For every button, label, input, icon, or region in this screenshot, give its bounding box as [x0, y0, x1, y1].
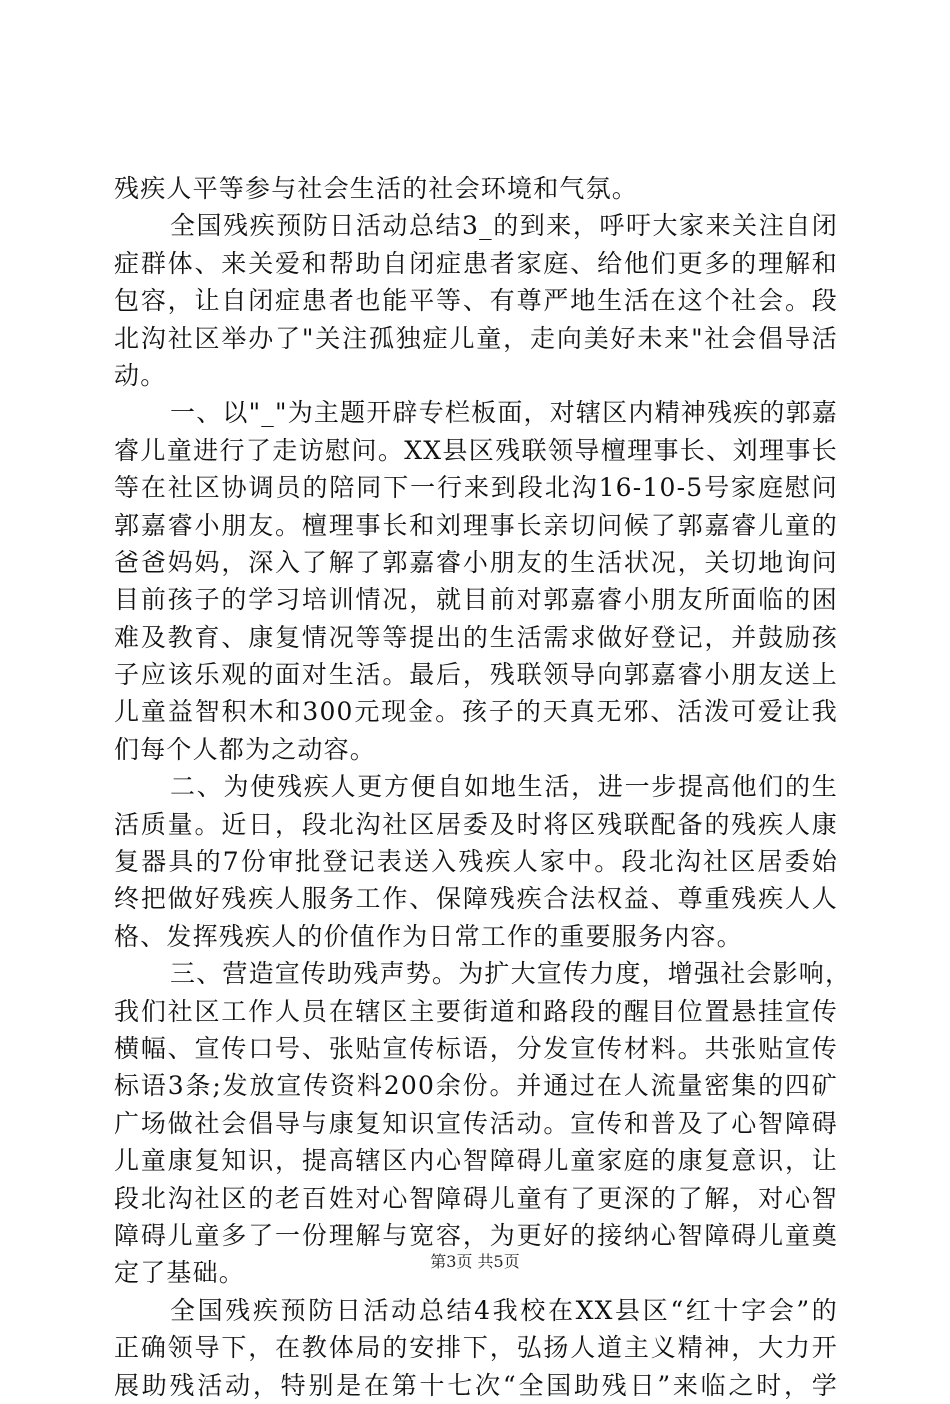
text-line: 包容，让自闭症患者也能平等、有尊严地生活在这个社会。段 — [114, 286, 838, 316]
text-line: 睿儿童进行了走访慰问。XX县区残联领导檀理事长、刘理事长 — [114, 435, 838, 465]
text-line: 正确领导下，在教体局的安排下，弘扬人道主义精神，大力开 — [114, 1333, 838, 1363]
text-line: 全国残疾预防日活动总结3_的到来，呼吁大家来关注自闭 — [170, 211, 838, 241]
text-line: 残疾人平等参与社会生活的社会环境和气氛。 — [114, 174, 639, 203]
text-line: 们每个人都为之动容。 — [114, 734, 377, 764]
text-line: 爸爸妈妈，深入了解了郭嘉睿小朋友的生活状况，关切地询问 — [114, 547, 838, 577]
text-line: 三、营造宣传助残声势。为扩大宣传力度，增强社会影响， — [170, 959, 852, 989]
text-line: 展助残活动，特别是在第十七次“全国助残日”来临之时，学 — [114, 1370, 838, 1400]
text-line: 儿童益智积木和300元现金。孩子的天真无邪、活泼可爱让我 — [114, 697, 838, 727]
page-footer: 第3页 共5页 — [430, 1252, 520, 1271]
text-line: 子应该乐观的面对生活。最后，残联领导向郭嘉睿小朋友送上 — [114, 660, 838, 690]
document-body — [114, 170, 852, 1404]
text-line: 段北沟社区的老百姓对心智障碍儿童有了更深的了解，对心智 — [114, 1183, 838, 1213]
text-line: 一、以"_"为主题开辟专栏板面，对辖区内精神残疾的郭嘉 — [170, 398, 838, 428]
text-line: 二、为使残疾人更方便自如地生活，进一步提高他们的生 — [170, 772, 838, 802]
text-line: 全国残疾预防日活动总结4我校在XX县区“红十字会”的 — [170, 1295, 838, 1325]
text-line: 动。 — [114, 360, 167, 390]
text-line: 终把做好残疾人服务工作、保障残疾合法权益、尊重残疾人人 — [114, 884, 838, 914]
text-line: 症群体、来关爱和帮助自闭症患者家庭、给他们更多的理解和 — [114, 248, 838, 278]
text-line: 难及教育、康复情况等等提出的生活需求做好登记，并鼓励孩 — [114, 622, 838, 652]
text-line: 定了基础。 — [114, 1258, 246, 1288]
text-line: 格、发挥残疾人的价值作为日常工作的重要服务内容。 — [114, 921, 743, 951]
text-line: 郭嘉睿小朋友。檀理事长和刘理事长亲切问候了郭嘉睿儿童的 — [114, 510, 838, 540]
text-line: 标语3条;发放宣传资料200余份。并通过在人流量密集的四矿 — [114, 1071, 838, 1101]
text-line: 活质量。近日，段北沟社区居委及时将区残联配备的残疾人康 — [114, 809, 838, 839]
text-line: 广场做社会倡导与康复知识宣传活动。宣传和普及了心智障碍 — [114, 1108, 838, 1138]
text-line: 横幅、宣传口号、张贴宣传标语，分发宣传材料。共张贴宣传 — [114, 1033, 838, 1063]
text-line: 北沟社区举办了"关注孤独症儿童，走向美好未来"社会倡导活 — [114, 323, 838, 353]
text-line: 儿童康复知识，提高辖区内心智障碍儿童家庭的康复意识，让 — [114, 1146, 838, 1176]
text-line: 我们社区工作人员在辖区主要街道和路段的醒目位置悬挂宣传 — [114, 996, 838, 1026]
text-line: 复器具的7份审批登记表送入残疾人家中。段北沟社区居委始 — [114, 847, 838, 877]
text-line: 目前孩子的学习培训情况，就目前对郭嘉睿小朋友所面临的困 — [114, 585, 838, 615]
text-line: 等在社区协调员的陪同下一行来到段北沟16-10-5号家庭慰问 — [114, 473, 838, 503]
text-line: 障碍儿童多了一份理解与宽容，为更好的接纳心智障碍儿童奠 — [114, 1220, 838, 1250]
